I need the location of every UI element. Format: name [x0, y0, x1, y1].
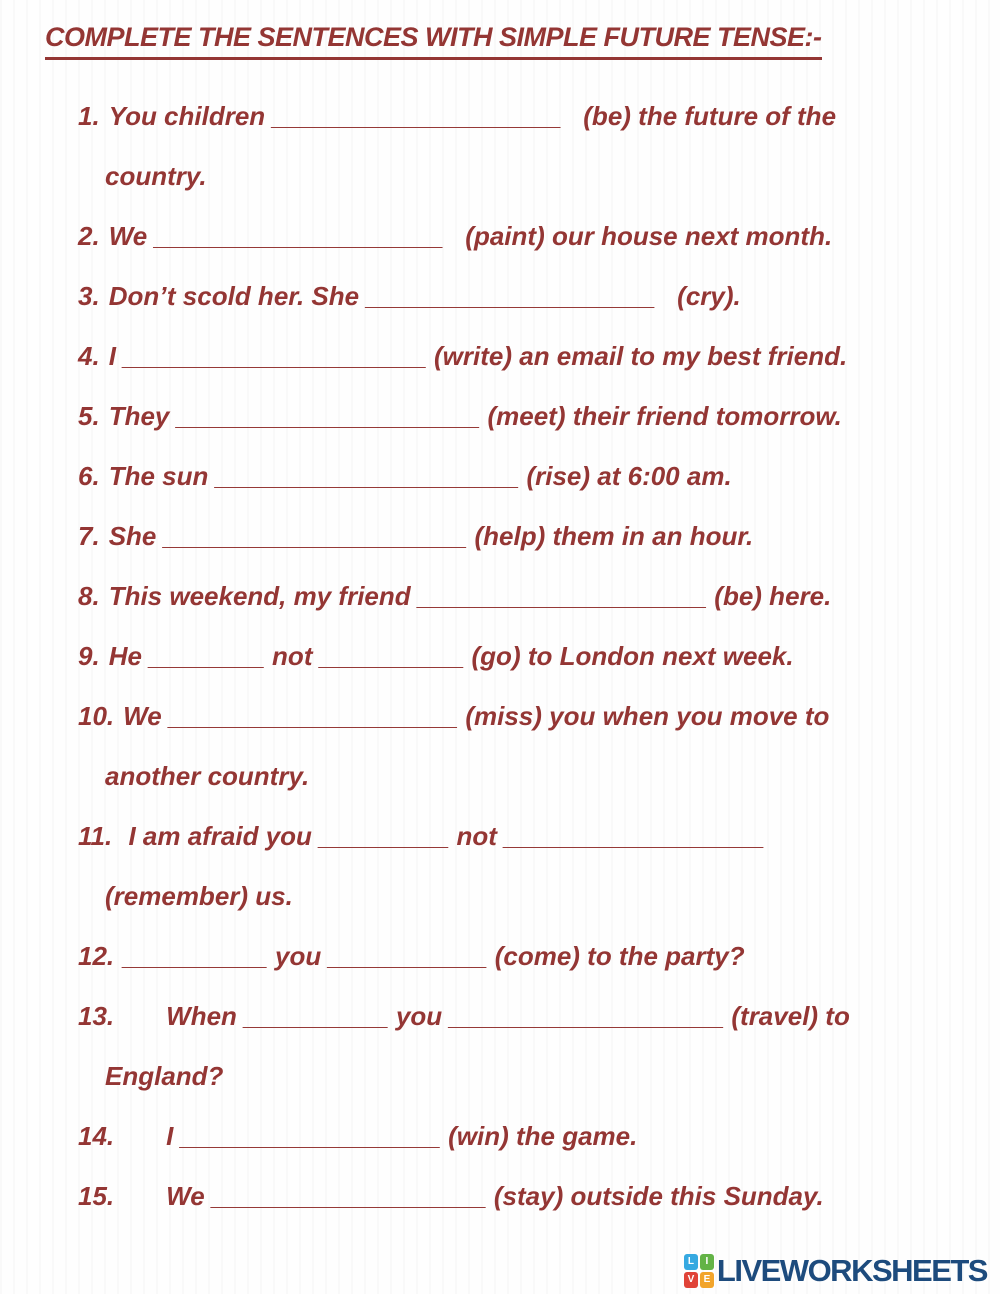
item-text: I am afraid you _________ not __________________ — [121, 821, 765, 851]
item-number: 1. — [78, 101, 100, 131]
item-text: We ___________________ (stay) outside this Sunday. — [166, 1181, 824, 1211]
item-9 — [78, 626, 970, 686]
item-number: 3. — [78, 281, 100, 311]
item-line — [78, 86, 970, 146]
tile-letter-v: V — [684, 1272, 698, 1288]
item-14 — [78, 1106, 970, 1166]
item-10 — [78, 686, 970, 806]
item-line — [78, 686, 970, 746]
item-line — [78, 266, 970, 326]
liveworksheets-tile-icon — [684, 1254, 714, 1288]
item-number: 2. — [78, 221, 100, 251]
liveworksheets-logo[interactable] — [684, 1253, 987, 1289]
item-text: __________ you ___________ (come) to the party? — [123, 941, 745, 971]
item-continuation: another country. — [105, 761, 310, 791]
item-number: 4. — [78, 341, 100, 371]
item-text: I _____________________ (write) an email to my best friend. — [108, 341, 848, 371]
item-number: 10. — [78, 701, 115, 731]
item-text: You children ____________________ (be) the future of the — [108, 101, 837, 131]
item-line — [78, 626, 970, 686]
item-number: 5. — [78, 401, 100, 431]
item-line — [78, 1106, 970, 1166]
sentence-list — [78, 86, 970, 1226]
item-text: Don’t scold her. She ____________________ (cry). — [108, 281, 741, 311]
item-number: 13. — [78, 1001, 115, 1031]
item-number: 6. — [78, 461, 100, 491]
tile-letter-e: E — [700, 1272, 714, 1288]
item-text: I __________________ (win) the game. — [166, 1121, 638, 1151]
tile-letter-i: I — [700, 1254, 714, 1270]
brand-wordmark: LIVEWORKSHEETS — [716, 1253, 987, 1288]
worksheet-title: COMPLETE THE SENTENCES WITH SIMPLE FUTURE TENSE:- — [45, 22, 822, 60]
item-3 — [78, 266, 970, 326]
item-1 — [78, 86, 970, 206]
tile-letter-l: L — [684, 1254, 698, 1270]
item-13 — [78, 986, 970, 1106]
item-text: We ____________________ (miss) you when you move to — [123, 701, 830, 731]
item-text: He ________ not __________ (go) to London next week. — [108, 641, 794, 671]
item-continuation: (remember) us. — [105, 881, 293, 911]
item-11 — [78, 806, 970, 926]
item-5 — [78, 386, 970, 446]
item-continuation: England? — [105, 1061, 224, 1091]
item-4 — [78, 326, 970, 386]
item-2 — [78, 206, 970, 266]
item-line — [78, 986, 970, 1046]
item-text: She _____________________ (help) them in an hour. — [108, 521, 754, 551]
item-line — [78, 206, 970, 266]
item-6 — [78, 446, 970, 506]
item-number: 9. — [78, 641, 100, 671]
item-line — [78, 506, 970, 566]
item-continuation: country. — [105, 161, 207, 191]
item-8 — [78, 566, 970, 626]
item-text: They _____________________ (meet) their friend tomorrow. — [108, 401, 842, 431]
item-15 — [78, 1166, 970, 1226]
item-line — [78, 926, 970, 986]
item-line — [78, 806, 970, 866]
item-number: 7. — [78, 521, 100, 551]
item-text: When __________ you ___________________ (travel) to — [166, 1001, 850, 1031]
item-7 — [78, 506, 970, 566]
item-text: This weekend, my friend ____________________ (be) here. — [108, 581, 832, 611]
item-line — [78, 386, 970, 446]
item-12 — [78, 926, 970, 986]
item-number: 14. — [78, 1121, 115, 1151]
item-number: 12. — [78, 941, 115, 971]
item-line — [78, 566, 970, 626]
item-line — [78, 326, 970, 386]
item-number: 8. — [78, 581, 100, 611]
item-line — [78, 446, 970, 506]
item-number: 15. — [78, 1181, 115, 1211]
item-text: We ____________________ (paint) our house next month. — [108, 221, 833, 251]
item-number: 11. — [78, 821, 113, 851]
item-text: The sun _____________________ (rise) at 6:00 am. — [108, 461, 732, 491]
item-line — [78, 1166, 970, 1226]
